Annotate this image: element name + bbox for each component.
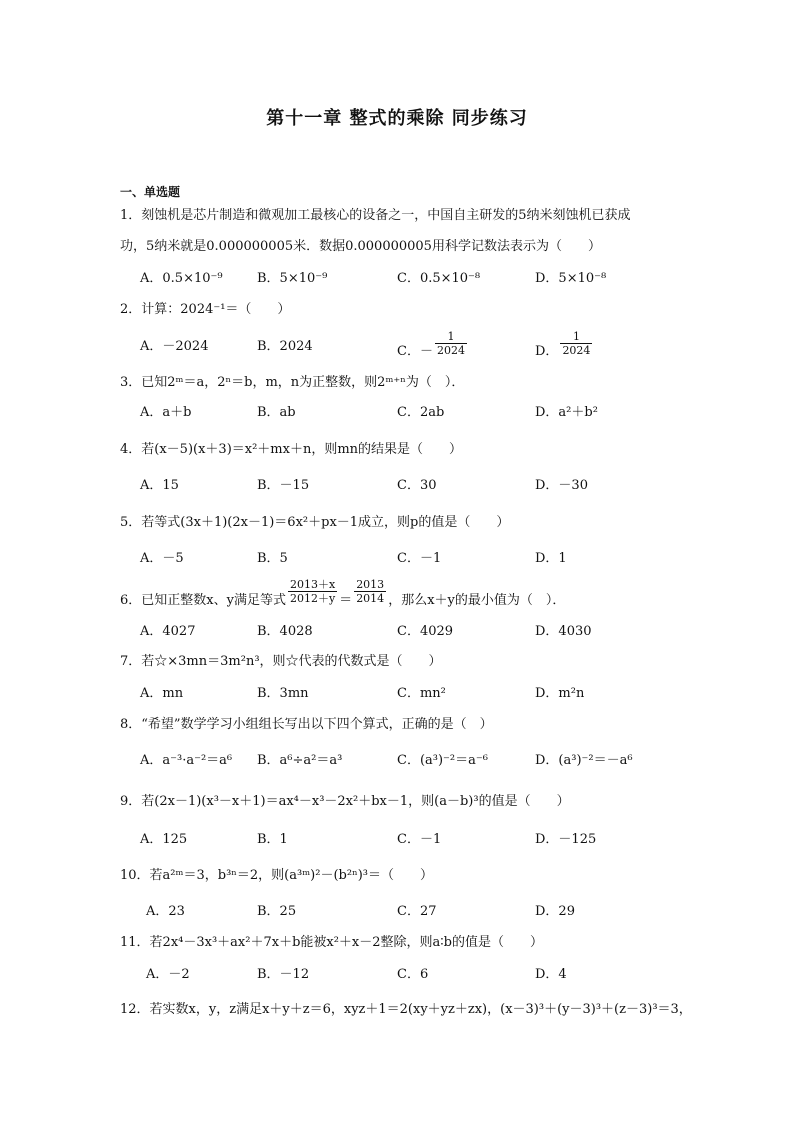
- q6-right-numerator: 2013: [356, 578, 385, 591]
- q2-c-numerator: 1: [435, 330, 467, 344]
- page-title: 第十一章 整式的乘除 同步练习: [266, 108, 528, 129]
- q7-options: [0, 685, 794, 705]
- q1-option-d[interactable]: D．5×10⁻⁸: [535, 271, 607, 286]
- q12-stem: 12．若实数x，y，z满足x＋y＋z＝6，xyz＋1＝2(xy＋yz＋zx)，(x－3)³＋(y－3)³＋(z－3)³＝3，: [120, 1002, 692, 1017]
- q9-option-b[interactable]: B．1: [257, 832, 288, 847]
- q4-option-c[interactable]: C．30: [397, 478, 437, 493]
- q2-d-denominator: 2024: [562, 344, 591, 357]
- q8-stem: 8．“希望”数学学习小组组长写出以下四个算式，正确的是（ ）: [120, 717, 493, 732]
- q6-left-denominator: 2012＋y: [289, 592, 336, 605]
- q2-option-b[interactable]: B．2024: [257, 339, 313, 354]
- q5-option-c[interactable]: C．－1: [397, 551, 442, 566]
- q6-post: ，那么x＋y的最小值为（ ）．: [388, 593, 566, 608]
- q3-option-a[interactable]: A．a＋b: [140, 405, 192, 420]
- q2-option-a[interactable]: A．－2024: [140, 339, 209, 354]
- q9-options: [0, 831, 794, 851]
- q2-options: [0, 330, 794, 364]
- q1-option-c[interactable]: C．0.5×10⁻⁸: [397, 271, 481, 286]
- q11-stem: 11．若2x⁴－3x³＋ax²＋7x＋b能被x²＋x－2整除，则a∶b的值是（ ）: [120, 935, 543, 950]
- q10-option-c[interactable]: C．27: [397, 904, 437, 919]
- q6-pre: 6．已知正整数x、y满足等式: [120, 593, 286, 608]
- q8-option-d[interactable]: D．(a³)⁻²＝－a⁶: [535, 753, 633, 768]
- q4-option-a[interactable]: A．15: [140, 478, 179, 493]
- q11-options: [0, 966, 794, 986]
- q1-option-a[interactable]: A．0.5×10⁻⁹: [140, 271, 223, 286]
- q10-options: [0, 903, 794, 923]
- section-heading: 一、单选题: [120, 185, 181, 199]
- q3-option-d[interactable]: D．a²＋b²: [535, 405, 598, 420]
- q6-option-d[interactable]: D．4030: [535, 624, 592, 639]
- q8-option-c[interactable]: C．(a³)⁻²＝a⁻⁶: [397, 753, 488, 768]
- q7-option-a[interactable]: A．mn: [140, 686, 184, 701]
- q5-stem: 5．若等式(3x＋1)(2x－1)＝6x²＋px－1成立，则p的值是（ ）: [120, 515, 510, 530]
- q2-option-d[interactable]: [535, 330, 594, 357]
- q9-stem: 9．若(2x－1)(x³－x＋1)＝ax⁴－x³－2x²＋bx－1，则(a－b)³的值是（ ）: [120, 794, 570, 809]
- q8-options: [0, 752, 794, 772]
- q11-option-c[interactable]: C．6: [397, 967, 429, 982]
- q5-options: [0, 550, 794, 570]
- q11-option-a[interactable]: A．－2: [146, 967, 190, 982]
- q2-option-c-fraction: [435, 330, 467, 357]
- q2-option-d-fraction: [560, 330, 592, 357]
- q6-left-numerator: 2013＋x: [288, 578, 337, 592]
- q2-option-d-label: D．: [535, 344, 559, 359]
- q7-option-c[interactable]: C．mn²: [397, 686, 446, 701]
- q7-stem: 7．若☆×3mn＝3m²n³，则☆代表的代数式是（ ）: [120, 654, 442, 669]
- q2-stem: 2．计算：2024⁻¹＝（ ）: [120, 302, 291, 317]
- q6-option-a[interactable]: A．4027: [140, 624, 196, 639]
- q2-option-c-label: C．－: [397, 344, 433, 359]
- q3-option-b[interactable]: B．ab: [257, 405, 296, 420]
- q6-option-c[interactable]: C．4029: [397, 624, 454, 639]
- q1-options: [0, 270, 794, 290]
- q6-right-denominator: 2014: [356, 592, 385, 605]
- q5-option-b[interactable]: B．5: [257, 551, 288, 566]
- q3-stem: 3．已知2ᵐ＝a，2ⁿ＝b，m，n为正整数，则2ᵐ⁺ⁿ为（ ）．: [120, 375, 465, 390]
- q4-option-d[interactable]: D．－30: [535, 478, 588, 493]
- q8-option-a[interactable]: A．a⁻³·a⁻²＝a⁶: [140, 753, 233, 768]
- q10-option-a[interactable]: A．23: [146, 904, 185, 919]
- q6-option-b[interactable]: B．4028: [257, 624, 313, 639]
- q2-d-numerator: 1: [560, 330, 592, 344]
- q9-option-a[interactable]: A．125: [140, 832, 188, 847]
- q5-option-a[interactable]: A．－5: [140, 551, 184, 566]
- q7-option-d[interactable]: D．m²n: [535, 686, 585, 701]
- q10-stem: 10．若a²ᵐ＝3，b³ⁿ＝2，则(a³ᵐ)²－(b²ⁿ)³＝（ ）: [120, 868, 433, 883]
- q4-option-b[interactable]: B．－15: [257, 478, 310, 493]
- q4-options: [0, 477, 794, 497]
- q4-stem: 4．若(x－5)(x＋3)＝x²＋mx＋n，则mn的结果是（ ）: [120, 442, 463, 457]
- q10-option-b[interactable]: B．25: [257, 904, 297, 919]
- q9-option-c[interactable]: C．－1: [397, 832, 442, 847]
- q8-option-b[interactable]: B．a⁶÷a²＝a³: [257, 753, 343, 768]
- q2-c-denominator: 2024: [436, 344, 465, 357]
- q3-options: [0, 404, 794, 424]
- q5-option-d[interactable]: D．1: [535, 551, 567, 566]
- q9-option-d[interactable]: D．－125: [535, 832, 597, 847]
- q1-line2: 功，5纳米就是0.000000005米．数据0.000000005用科学记数法表示为（ ）: [120, 239, 601, 254]
- q2-option-c[interactable]: [397, 330, 469, 357]
- q1-option-b[interactable]: B．5×10⁻⁹: [257, 271, 328, 286]
- q6-options: [0, 623, 794, 643]
- q7-option-b[interactable]: B．3mn: [257, 686, 309, 701]
- q6-fraction-right: [354, 578, 386, 605]
- q6-equals: ＝: [339, 593, 353, 608]
- q10-option-d[interactable]: D．29: [535, 904, 575, 919]
- q11-option-d[interactable]: D．4: [535, 967, 567, 982]
- q3-option-c[interactable]: C．2ab: [397, 405, 445, 420]
- q6-stem: [120, 578, 700, 612]
- q11-option-b[interactable]: B．－12: [257, 967, 310, 982]
- q1-line1: 1．刻蚀机是芯片制造和微观加工最核心的设备之一，中国自主研发的5纳米刻蚀机已获成: [120, 208, 631, 223]
- q6-fraction-left: [288, 578, 337, 605]
